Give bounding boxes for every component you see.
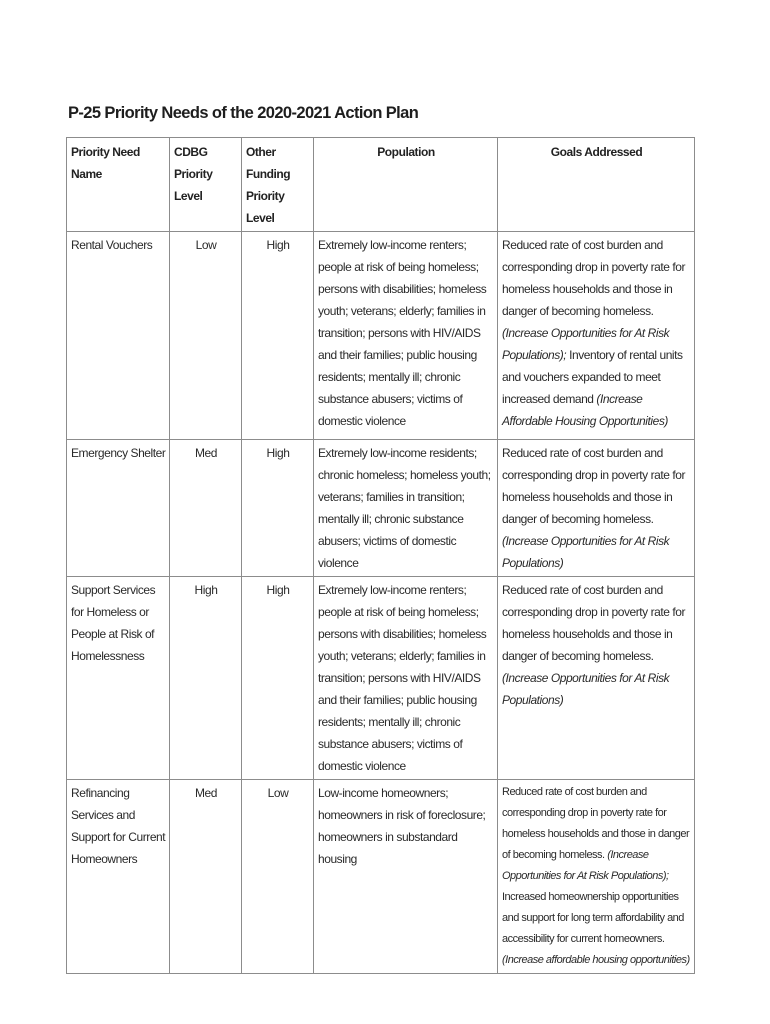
header-cdbg-priority-level: CDBG Priority Level bbox=[170, 138, 242, 232]
population-cell: Extremely low-income renters; people at risk of being homeless; persons with disabilities; homeless youth; veterans; elderly; families in transition; persons with HIV/AIDS and their families; public housing residents; mentally ill; chronic substance abusers; victims of domestic violence bbox=[314, 232, 498, 440]
goals-text: Reduced rate of cost burden and corresponding drop in poverty rate for homeless households and those in danger of becoming homeless. bbox=[502, 583, 686, 663]
header-priority-need-name: Priority Need Name bbox=[67, 138, 170, 232]
goals-emphasis: (Increase Opportunities for At Risk Populations); bbox=[502, 326, 670, 362]
goals-emphasis: (Increase Opportunities for At Risk Populations); bbox=[502, 849, 669, 882]
priority-need-name: Emergency Shelter bbox=[67, 440, 170, 577]
population-cell: Extremely low-income renters; people at risk of being homeless; persons with disabilities; homeless youth; veterans; elderly; families in transition; persons with HIV/AIDS and their families; public housing residents; mentally ill; chronic substance abusers; victims of domestic violence bbox=[314, 577, 498, 780]
table-row bbox=[67, 577, 695, 780]
population-cell: Extremely low-income residents; chronic homeless; homeless youth; veterans; families in transition; mentally ill; chronic substance abusers; victims of domestic violence bbox=[314, 440, 498, 577]
priority-need-name: Rental Vouchers bbox=[67, 232, 170, 440]
other-funding-priority-level: Low bbox=[242, 780, 314, 974]
goals-text: Reduced rate of cost burden and corresponding drop in poverty rate for homeless households and those in danger of becoming homeless. bbox=[502, 786, 690, 861]
header-population: Population bbox=[314, 138, 498, 232]
goals-text: Reduced rate of cost burden and corresponding drop in poverty rate for homeless households and those in danger of becoming homeless. bbox=[502, 446, 686, 526]
page-title: P-25 Priority Needs of the 2020-2021 Action Plan bbox=[68, 104, 419, 122]
priority-need-name: Refinancing Services and Support for Current Homeowners bbox=[67, 780, 170, 974]
table-header-row bbox=[67, 138, 695, 232]
goals-text: Increased homeownership opportunities and support for long term affordability and accessibility for current homeowners. bbox=[502, 891, 684, 945]
header-goals-addressed: Goals Addressed bbox=[498, 138, 695, 232]
cdbg-priority-level: Med bbox=[170, 440, 242, 577]
priority-need-name: Support Services for Homeless or People at Risk of Homelessness bbox=[67, 577, 170, 780]
goals-cell bbox=[498, 577, 695, 780]
cdbg-priority-level: High bbox=[170, 577, 242, 780]
priority-needs-table bbox=[66, 137, 695, 974]
header-other-funding-priority-level: Other Funding Priority Level bbox=[242, 138, 314, 232]
other-funding-priority-level: High bbox=[242, 440, 314, 577]
cdbg-priority-level: Med bbox=[170, 780, 242, 974]
population-cell: Low-income homeowners; homeowners in risk of foreclosure; homeowners in substandard housing bbox=[314, 780, 498, 974]
goals-text: Inventory of rental units and vouchers expanded to meet increased demand bbox=[502, 348, 683, 406]
goals-emphasis: (Increase Opportunities for At Risk Populations) bbox=[502, 534, 670, 570]
table-row bbox=[67, 232, 695, 440]
goals-emphasis: (Increase Opportunities for At Risk Populations) bbox=[502, 671, 670, 707]
table-row bbox=[67, 440, 695, 577]
goals-cell bbox=[498, 440, 695, 577]
goals-cell bbox=[498, 780, 695, 974]
cdbg-priority-level: Low bbox=[170, 232, 242, 440]
other-funding-priority-level: High bbox=[242, 232, 314, 440]
goals-cell bbox=[498, 232, 695, 440]
goals-text: Reduced rate of cost burden and corresponding drop in poverty rate for homeless households and those in danger of becoming homeless. bbox=[502, 238, 686, 318]
table-row bbox=[67, 780, 695, 974]
other-funding-priority-level: High bbox=[242, 577, 314, 780]
goals-emphasis: (Increase Affordable Housing Opportunities) bbox=[502, 392, 668, 428]
goals-emphasis: (Increase affordable housing opportunities) bbox=[502, 954, 690, 966]
